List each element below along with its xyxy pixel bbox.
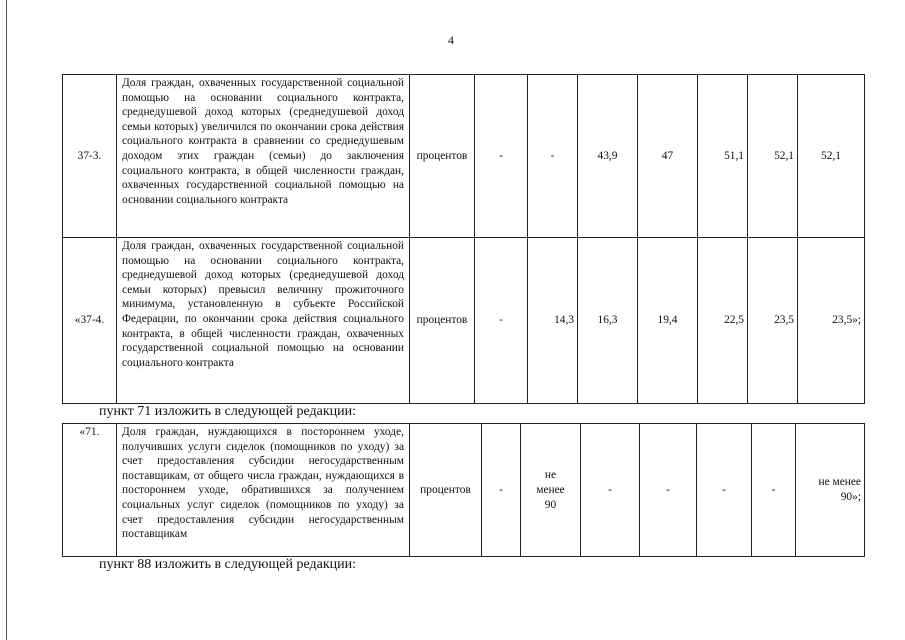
table-row-71	[63, 424, 865, 557]
value-cell: 16,3	[578, 238, 638, 404]
value-cell: 22,5	[698, 238, 748, 404]
indicator-table-1	[62, 74, 865, 404]
value-cell: -	[475, 75, 528, 238]
indicator-description: Доля граждан, нуждающихся в постороннем уходе, получивших услуги сиделок (помощников по уходу) за счет предоставления субсидии негосударственным поставщикам, от общего числа граждан, нуждающихся в постороннем уходе, обратившихся за получением социальных услуг сиделок (помощников по уходу) за счет предоставления субсидии негосударственным поставщикам	[117, 424, 410, 557]
value-cell	[796, 424, 865, 557]
page-left-edge	[6, 0, 7, 640]
value-cell: 51,1	[698, 75, 748, 238]
value-cell: -	[581, 424, 640, 557]
indicator-description: Доля граждан, охваченных государственной социальной помощью на основании социального контракта, среднедушевой доход которых (среднедушевой доход семьи которых) увеличился по окончании срока действия социального контракта в сравнении со среднедушевым доходом этих граждан (семьи) до заключения социального контракта, в общей численности граждан, охваченных государственной социальной помощью на основании социального контракта	[117, 75, 410, 238]
value-cell: 52,1	[748, 75, 798, 238]
amendment-paragraph-88: пункт 88 изложить в следующей редакции:	[99, 557, 356, 572]
indicator-description: Доля граждан, охваченных государственной социальной помощью на основании социального контракта, среднедушевой доход которых (среднедушевой доход семьи которых) превысил величину прожиточного минимума, установленную в субъекте Российской Федерации, по окончании срока действия социального контракта, в общей численности граждан, охваченных государственной социальной помощью на основании социального контракта	[117, 238, 410, 404]
value-cell: 43,9	[578, 75, 638, 238]
value-cell: 52,1	[798, 75, 865, 238]
value-line: не	[544, 468, 557, 481]
value-cell: -	[528, 75, 578, 238]
value-cell: -	[697, 424, 752, 557]
row-number: «37-4.	[63, 238, 117, 404]
unit-cell: процентов	[410, 75, 475, 238]
value-cell: -	[640, 424, 697, 557]
unit-cell: процентов	[410, 424, 482, 557]
value-line: 90»;	[840, 491, 861, 503]
value-line: не менее	[818, 476, 861, 488]
unit-cell: процентов	[410, 238, 475, 404]
value-cell: 47	[638, 75, 698, 238]
value-cell: -	[475, 238, 528, 404]
value-line: 90	[544, 498, 557, 511]
row-number: «71.	[63, 424, 117, 557]
value-cell: 14,3	[528, 238, 578, 404]
row-number: 37-3.	[63, 75, 117, 238]
value-cell: 23,5»;	[798, 238, 865, 404]
table-row-37-4	[63, 238, 865, 404]
value-cell: 23,5	[748, 238, 798, 404]
page-number: 4	[448, 33, 454, 47]
value-cell	[521, 424, 581, 557]
value-cell: 19,4	[638, 238, 698, 404]
indicator-table-2	[62, 423, 865, 557]
table-row-37-3	[63, 75, 865, 238]
value-cell: -	[752, 424, 796, 557]
value-cell: -	[482, 424, 521, 557]
value-line: менее	[536, 483, 565, 496]
amendment-paragraph-71: пункт 71 изложить в следующей редакции:	[99, 404, 356, 419]
